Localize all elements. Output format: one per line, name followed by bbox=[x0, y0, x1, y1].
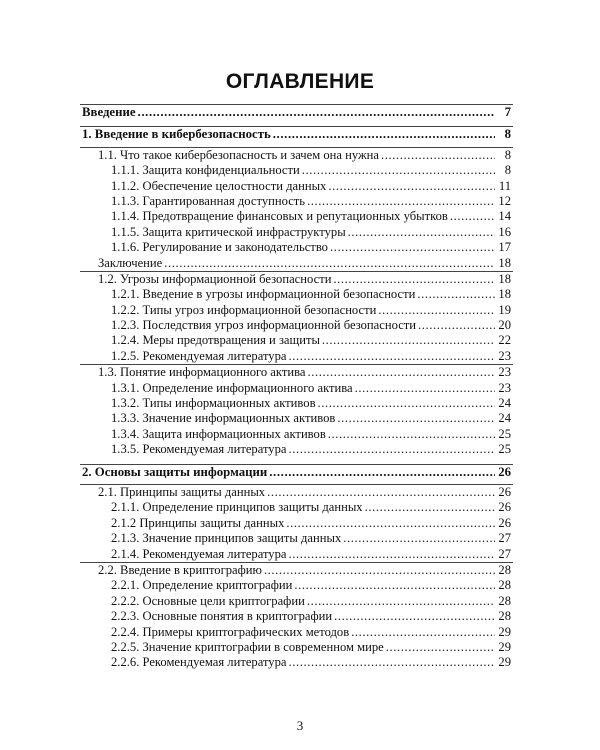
toc-entry-2-2-2[interactable] bbox=[80, 594, 513, 609]
toc-entry-label: 2.1.3. Значение принципов защиты данных bbox=[111, 531, 342, 546]
dot-leader bbox=[355, 381, 495, 396]
dot-leader bbox=[294, 578, 495, 593]
dot-leader bbox=[273, 127, 495, 142]
toc-entry-page: 29 bbox=[498, 639, 511, 654]
toc-entry-1-1-2[interactable] bbox=[80, 179, 513, 194]
toc-entry-page: 28 bbox=[498, 578, 511, 593]
dot-leader bbox=[417, 287, 495, 302]
toc-entry-1-3[interactable] bbox=[80, 364, 513, 380]
dot-leader bbox=[328, 427, 495, 442]
toc-entry-label: 1. Введение в кибербезопасность bbox=[82, 127, 271, 142]
toc-entry-1-2-1[interactable] bbox=[80, 287, 513, 302]
toc-entry-page: 29 bbox=[498, 655, 511, 670]
toc-entry-page: 8 bbox=[504, 163, 511, 178]
toc-entry-label: 2.2.5. Значение криптографии в современном мире bbox=[111, 639, 384, 654]
toc-entry-label: 2.2.3. Основные понятия в криптографии bbox=[111, 609, 333, 624]
toc-entry-page: 26 bbox=[498, 500, 511, 515]
toc-entry-2-1-3[interactable] bbox=[80, 531, 513, 546]
toc-entry-page: 18 bbox=[498, 287, 511, 302]
toc-entry-2-1-2[interactable] bbox=[80, 516, 513, 531]
toc-entry-page: 11 bbox=[498, 178, 511, 193]
toc-entry-1-3-1[interactable] bbox=[80, 381, 513, 396]
toc-entry-2-1-1[interactable] bbox=[80, 500, 513, 515]
toc-entry-label: 2.2.2. Основные цели криптографии bbox=[111, 593, 305, 608]
toc-entry-page: 26 bbox=[498, 484, 511, 499]
toc-entry-label: 1.3.5. Рекомендуемая литература bbox=[111, 442, 287, 457]
dot-leader bbox=[267, 485, 495, 500]
toc-entry-label: 1.3.1. Определение информационного актива bbox=[111, 380, 353, 395]
toc-entry-page: 19 bbox=[498, 302, 511, 317]
toc-entry-conclusion[interactable] bbox=[80, 256, 513, 271]
toc-entry-page: 7 bbox=[504, 105, 511, 119]
toc-entry-page: 16 bbox=[498, 224, 511, 239]
dot-leader bbox=[138, 105, 495, 120]
toc-entry-1-2-5[interactable] bbox=[80, 349, 513, 364]
dot-leader bbox=[450, 209, 495, 224]
toc-entry-label: 2.1.4. Рекомендуемая литература bbox=[111, 546, 287, 561]
toc-entry-label: 1.2.3. Последствия угроз информационной безопасности bbox=[111, 318, 417, 333]
toc-entry-page: 23 bbox=[498, 348, 511, 363]
dot-leader bbox=[337, 411, 495, 426]
toc-entry-label: 1.1.2. Обеспечение целостности данных bbox=[111, 178, 327, 193]
dot-leader bbox=[286, 516, 495, 531]
dot-leader bbox=[365, 500, 495, 515]
toc-entry-page: 20 bbox=[498, 318, 511, 333]
toc-entry-label: 1.2.4. Меры предотвращения и защиты bbox=[111, 333, 320, 348]
toc-entry-label: 1.1. Что такое кибербезопасность и зачем она нужна bbox=[98, 147, 380, 162]
toc-entry-page: 17 bbox=[498, 240, 511, 255]
dot-leader bbox=[307, 365, 495, 380]
toc-entry-intro[interactable] bbox=[80, 104, 513, 120]
toc-entry-1-3-4[interactable] bbox=[80, 427, 513, 442]
toc-entry-1-2-2[interactable] bbox=[80, 303, 513, 318]
toc-entry-1-1-5[interactable] bbox=[80, 225, 513, 240]
dot-leader bbox=[289, 547, 496, 562]
toc-entry-page: 8 bbox=[504, 127, 511, 142]
toc-entry-label: 2. Основы защиты информации bbox=[82, 464, 268, 479]
dot-leader bbox=[318, 396, 495, 411]
toc-entry-2-1[interactable] bbox=[80, 484, 513, 500]
toc-entry-page: 28 bbox=[498, 593, 511, 608]
toc-entry-2-2-3[interactable] bbox=[80, 609, 513, 624]
toc-entry-page: 28 bbox=[498, 609, 511, 624]
page-number: 3 bbox=[296, 718, 304, 733]
dot-leader bbox=[418, 318, 495, 333]
toc-entry-2-2-6[interactable] bbox=[80, 655, 513, 670]
toc-entry-page: 12 bbox=[498, 193, 511, 208]
page-title: ОГЛАВЛЕНИЕ bbox=[225, 70, 375, 93]
toc-entry-label: 2.2.6. Рекомендуемая литература bbox=[111, 655, 287, 670]
dot-leader bbox=[289, 442, 496, 457]
dot-leader bbox=[333, 272, 495, 287]
toc-entry-2-1-4[interactable] bbox=[80, 547, 513, 562]
toc-entry-1-2[interactable] bbox=[80, 271, 513, 287]
toc-entry-page: 18 bbox=[498, 271, 511, 286]
toc-entry-label: 1.2.2. Типы угроз информационной безопасности bbox=[111, 302, 377, 317]
dot-leader bbox=[307, 594, 495, 609]
toc-entry-label: 1.2.1. Введение в угрозы информационной безопасности bbox=[111, 287, 416, 302]
toc-entry-label: 1.3.2. Типы информационных активов bbox=[111, 396, 316, 411]
dot-leader bbox=[330, 240, 495, 255]
toc-entry-label: 1.3.3. Значение информационных активов bbox=[111, 411, 336, 426]
toc-entry-page: 27 bbox=[498, 546, 511, 561]
toc-entry-page: 27 bbox=[498, 531, 511, 546]
dot-leader bbox=[264, 563, 495, 578]
dot-leader bbox=[269, 465, 495, 480]
dot-leader bbox=[307, 194, 495, 209]
toc-entry-label: 1.1.6. Регулирование и законодательство bbox=[111, 240, 328, 255]
toc-entry-page: 24 bbox=[498, 396, 511, 411]
toc-entry-1-3-3[interactable] bbox=[80, 411, 513, 426]
toc-entry-page: 8 bbox=[504, 147, 511, 162]
toc-entry-1-1-1[interactable] bbox=[80, 163, 513, 178]
dot-leader bbox=[289, 655, 496, 670]
toc-entry-1-1[interactable] bbox=[80, 147, 513, 163]
dot-leader bbox=[289, 349, 496, 364]
toc-entry-1-3-5[interactable] bbox=[80, 442, 513, 457]
toc-entry-page: 29 bbox=[498, 624, 511, 639]
toc-entry-page: 22 bbox=[498, 333, 511, 348]
dot-leader bbox=[334, 609, 495, 624]
dot-leader bbox=[164, 256, 495, 271]
toc-entry-page: 26 bbox=[498, 515, 511, 530]
toc-entry-label: 1.1.4. Предотвращение финансовых и репутационных убытков bbox=[111, 209, 448, 224]
dot-leader bbox=[322, 333, 495, 348]
toc-entry-chapter-1[interactable] bbox=[80, 126, 513, 142]
toc-entry-page: 25 bbox=[498, 442, 511, 457]
table-of-contents bbox=[80, 104, 513, 671]
toc-entry-label: 2.1.2 Принципы защиты данных bbox=[111, 515, 285, 530]
dot-leader bbox=[302, 163, 495, 178]
dot-leader bbox=[351, 625, 495, 640]
dot-leader bbox=[378, 303, 495, 318]
toc-entry-page: 23 bbox=[498, 380, 511, 395]
toc-entry-label: 2.2.1. Определение криптографии bbox=[111, 578, 293, 593]
toc-entry-2-2[interactable] bbox=[80, 562, 513, 578]
dot-leader bbox=[328, 179, 495, 194]
toc-entry-1-1-4[interactable] bbox=[80, 209, 513, 224]
toc-entry-page: 25 bbox=[498, 426, 511, 441]
toc-entry-1-1-3[interactable] bbox=[80, 194, 513, 209]
toc-entry-label: 1.1.3. Гарантированная доступность bbox=[111, 193, 306, 208]
toc-entry-label: 2.1. Принципы защиты данных bbox=[98, 484, 266, 499]
toc-entry-label: 1.2.5. Рекомендуемая литература bbox=[111, 348, 287, 363]
toc-entry-page: 24 bbox=[498, 411, 511, 426]
dot-leader bbox=[381, 148, 495, 163]
toc-entry-label: 1.1.5. Защита критической инфраструктуры bbox=[111, 224, 346, 239]
toc-entry-label: 1.2. Угрозы информационной безопасности bbox=[98, 271, 332, 286]
toc-entry-page: 18 bbox=[498, 255, 511, 270]
toc-entry-1-3-2[interactable] bbox=[80, 396, 513, 411]
toc-entry-label: Введение bbox=[82, 105, 136, 119]
toc-entry-2-2-5[interactable] bbox=[80, 640, 513, 655]
toc-entry-label: 2.1.1. Определение принципов защиты данных bbox=[111, 500, 363, 515]
toc-entry-label: 2.2.4. Примеры криптографических методов bbox=[111, 624, 350, 639]
dot-leader bbox=[343, 531, 495, 546]
toc-entry-label: 1.3.4. Защита информационных активов bbox=[111, 426, 326, 441]
toc-entry-page: 26 bbox=[498, 464, 511, 479]
toc-entry-label: Заключение bbox=[98, 255, 163, 270]
dot-leader bbox=[348, 225, 495, 240]
dot-leader bbox=[386, 640, 495, 655]
toc-entry-label: 2.2. Введение в криптографию bbox=[98, 562, 262, 577]
toc-entry-2-2-1[interactable] bbox=[80, 578, 513, 593]
toc-entry-2-2-4[interactable] bbox=[80, 625, 513, 640]
toc-entry-label: 1.1.1. Защита конфиденциальности bbox=[111, 163, 300, 178]
toc-entry-1-2-3[interactable] bbox=[80, 318, 513, 333]
toc-entry-1-2-4[interactable] bbox=[80, 333, 513, 348]
toc-entry-1-1-6[interactable] bbox=[80, 240, 513, 255]
toc-entry-chapter-2[interactable] bbox=[80, 464, 513, 480]
toc-entry-label: 1.3. Понятие информационного актива bbox=[98, 365, 306, 380]
toc-entry-page: 23 bbox=[498, 365, 511, 380]
toc-entry-page: 28 bbox=[498, 562, 511, 577]
toc-entry-page: 14 bbox=[498, 209, 511, 224]
